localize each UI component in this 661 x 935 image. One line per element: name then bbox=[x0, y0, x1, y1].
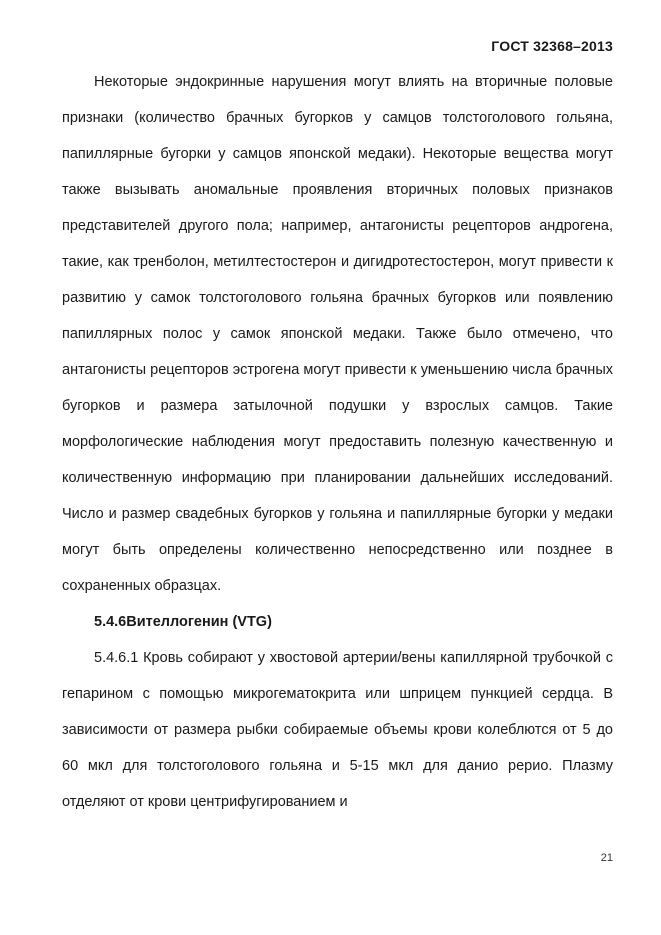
paragraph-blood-collection: 5.4.6.1 Кровь собирают у хвостовой артерии/вены капиллярной трубочкой с гепарином с помощью микрогематокрита или шприцем пункцией сердца. В зависимости от размера рыбки собираемые объемы крови колеблются от 5 до 60 мкл для толстоголового гольяна и 5-15 мкл для данио рерио. Плазму отделяют от крови центрифугированием и bbox=[62, 650, 613, 810]
page-content bbox=[62, 64, 613, 820]
document-header-standard: ГОСТ 32368–2013 bbox=[491, 38, 613, 54]
paragraph-secondary-sex-characteristics: Некоторые эндокринные нарушения могут влиять на вторичные половые признаки (количество брачных бугорков у самцов толстоголового гольяна, папиллярные бугорки у самцов японской медаки). Некоторые вещества могут также вызывать аномальные проявления вторичных половых признаков представителей другого пола; например, антагонисты рецепторов андрогена, такие, как тренболон, метилтестостерон и дигидротестостерон, могут привести к развитию у самок толстоголового гольяна брачных бугорков или появлению папиллярных полос у самок японской медаки. Также было отмечено, что антагонисты рецепторов эстрогена могут привести к уменьшению числа брачных бугорков и размера затылочной подушки у взрослых самцов. Такие морфологические наблюдения могут предоставить полезную качественную и количественную информацию при планировании дальнейших исследований. Число и размер свадебных бугорков у гольяна и папиллярные бугорки у медаки могут быть определены количественно непосредственно или позднее в сохраненных образцах. bbox=[62, 74, 613, 594]
page-number: 21 bbox=[600, 852, 613, 864]
section-heading-vitellogenin: 5.4.6Вителлогенин (VTG) bbox=[94, 614, 272, 630]
